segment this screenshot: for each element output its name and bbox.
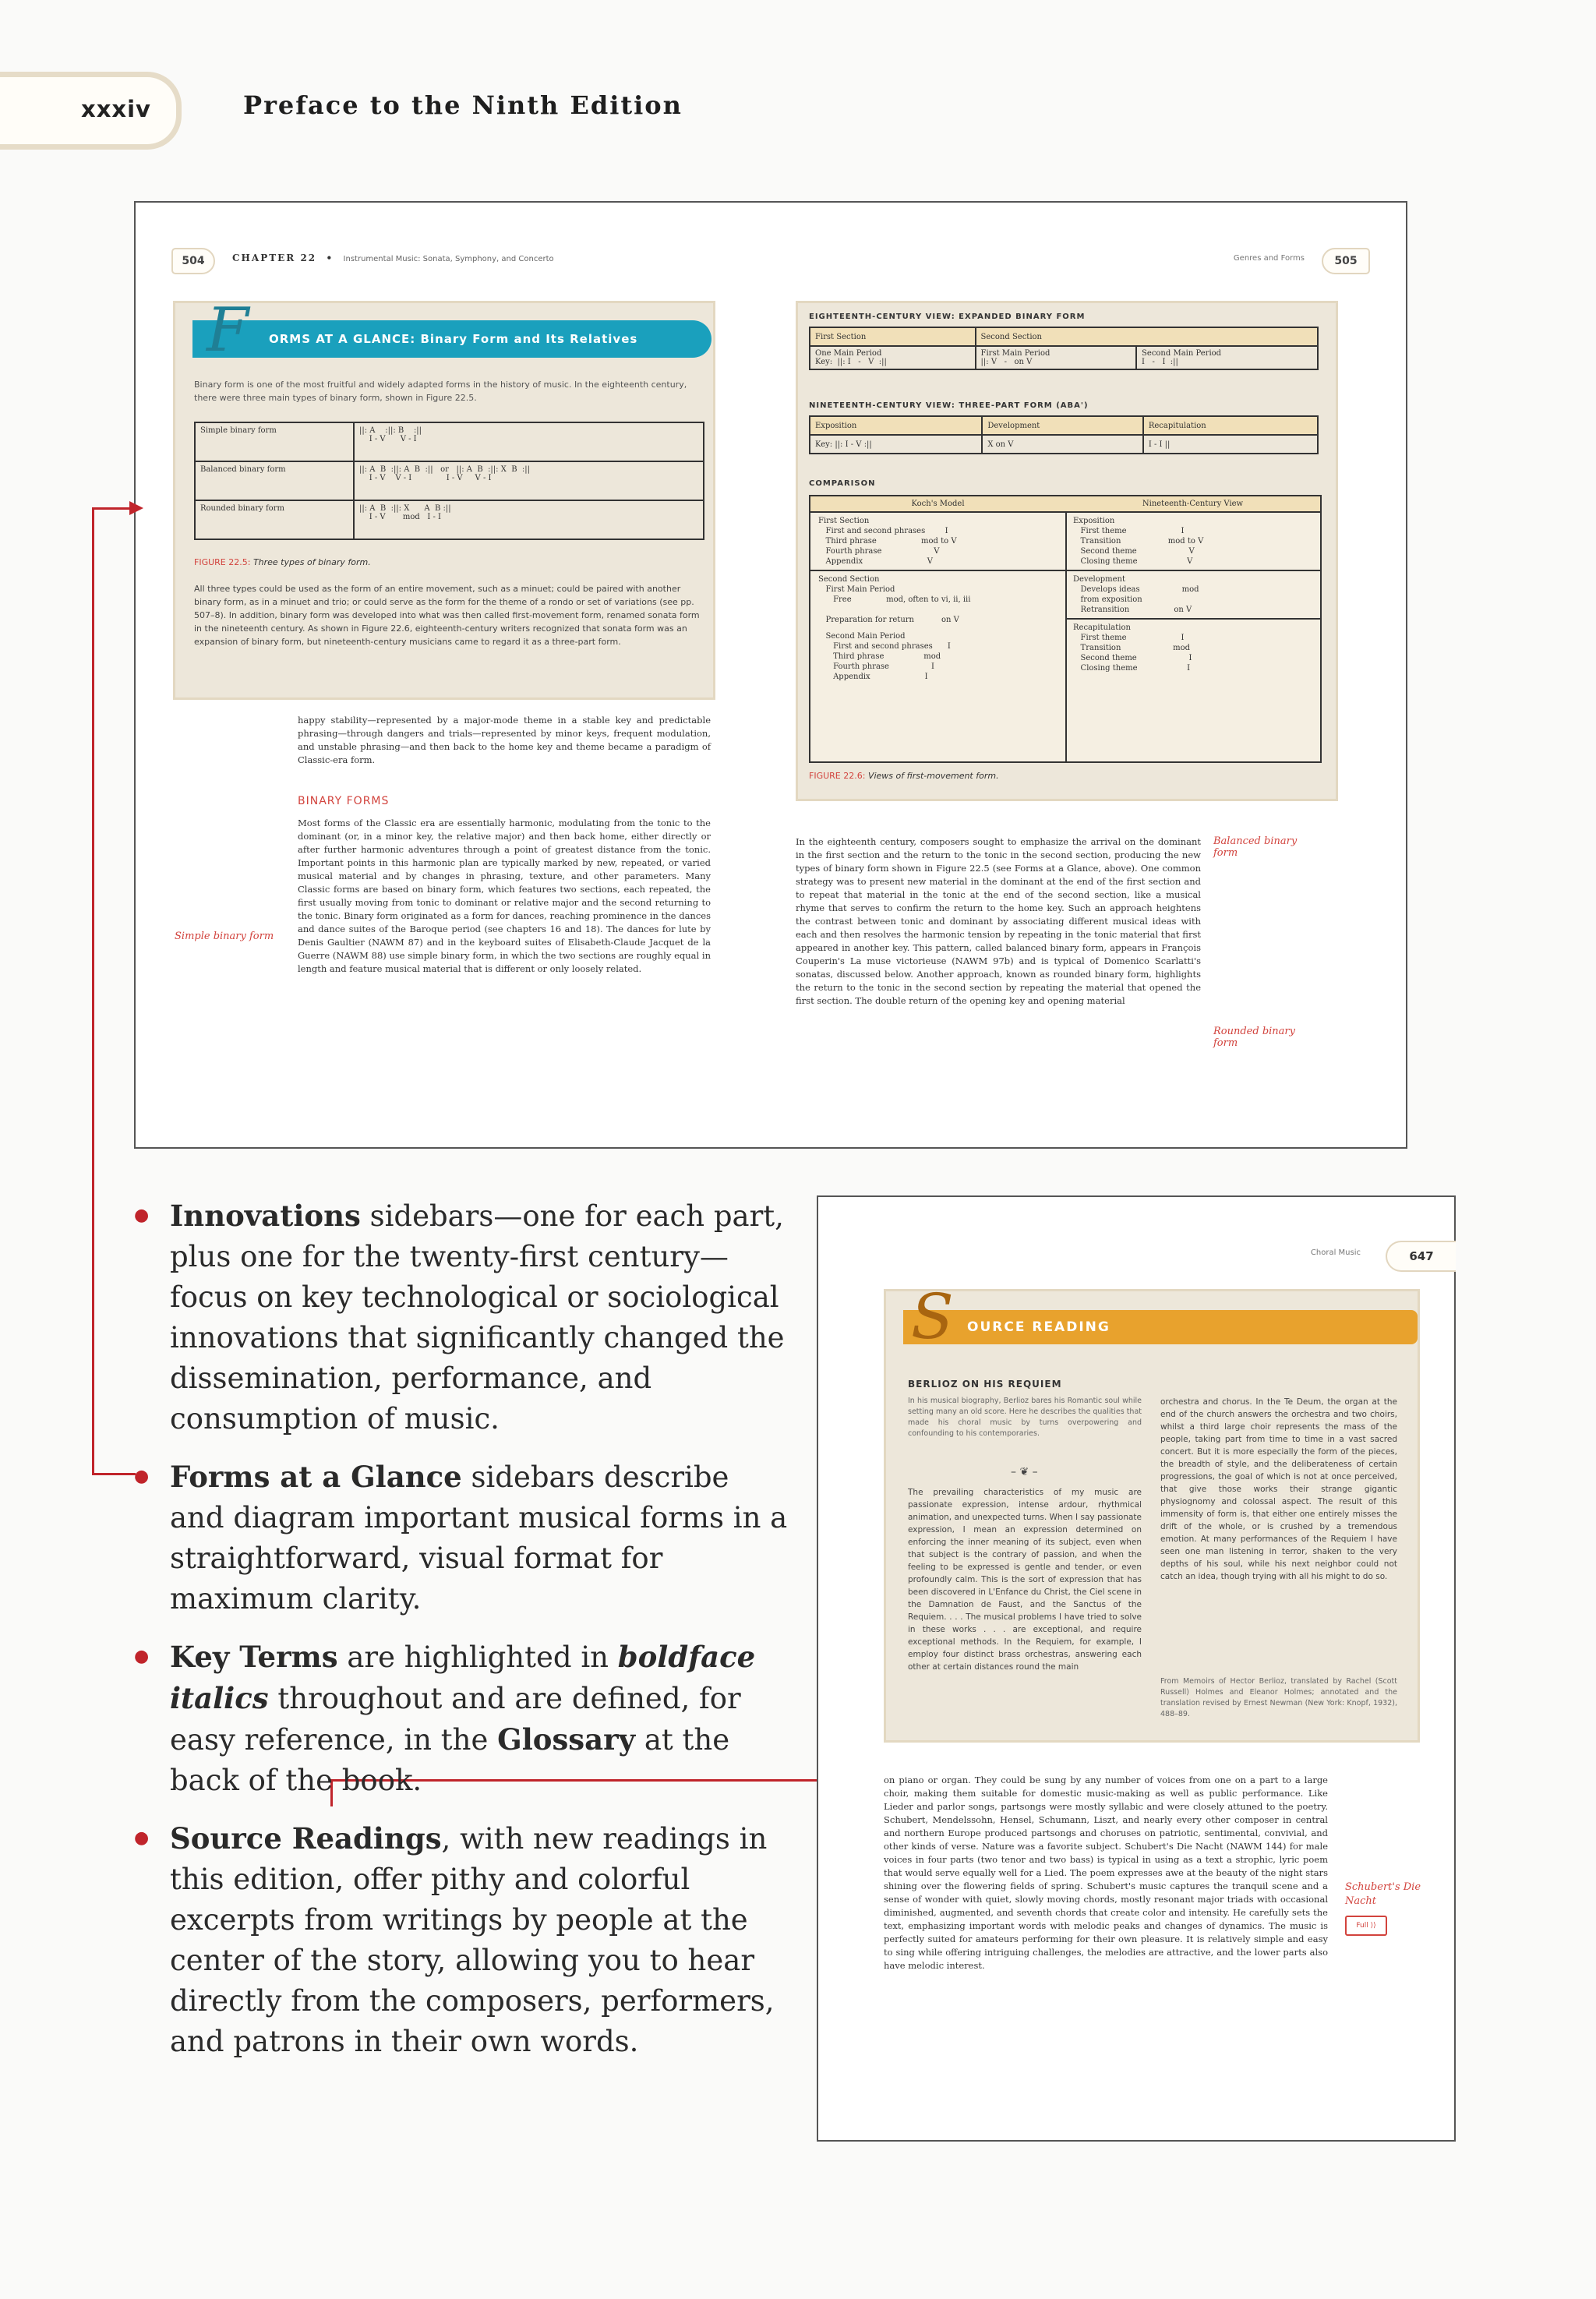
- table-cell: Simple binary form: [195, 422, 354, 461]
- table-cell: One Main Period Key: ||: I - V :||: [810, 346, 976, 369]
- list-item: Development Develops ideas mod from exposition Retransition on V: [1065, 570, 1320, 618]
- expanded-binary-table: [809, 327, 1319, 370]
- features-list: [134, 1195, 789, 2079]
- source-reading-title: BERLIOZ ON HIS REQUIEM: [908, 1379, 1062, 1390]
- running-head: Choral Music: [1310, 1248, 1361, 1257]
- koch-model-column: [810, 496, 1067, 761]
- left-page: [136, 203, 771, 1147]
- first-movement-form-figure: [796, 301, 1338, 801]
- figure-caption-text: Views of first-movement form.: [867, 771, 999, 781]
- figure-caption-text: Three types of binary form.: [252, 557, 371, 567]
- feature-description: , with new readings in this edition, offer pithy and colorful excerpts from writings by people at the center of the story, allowing you to hear directly from the composers, performers, and patrons in their own words.: [170, 1822, 775, 2058]
- feature-term: Key Terms: [170, 1640, 338, 1674]
- source-citation: From Memoirs of Hector Berlioz, translated by Rachel (Scott Russell) Holmes and Eleanor Holmes; annotated and the translation revised by Ernest Newman (New York: Knopf, 1932), 488–89.: [1160, 1677, 1397, 1718]
- connector-line: [92, 1473, 136, 1475]
- chapter-label: CHAPTER 22: [232, 253, 317, 263]
- forms-at-a-glance-banner: ORMS AT A GLANCE: Binary Form and Its Relatives: [192, 320, 711, 358]
- feature-description: are highlighted in: [337, 1640, 618, 1674]
- forms-initial-letter: F: [207, 295, 249, 366]
- table-cell: X on V: [982, 435, 1142, 454]
- arrow-icon: [129, 501, 143, 515]
- table-cell: ||: A :||: B :|| I - V V - I: [354, 422, 704, 461]
- table-cell: Exposition: [810, 416, 982, 435]
- list-item: Second Section First Main Period Free mod, often to vi, ii, iii Preparation for return on V: [810, 570, 1065, 628]
- margin-note: Balanced binary form: [1213, 835, 1298, 859]
- chapter-title: Instrumental Music: Sonata, Symphony, and Concerto: [343, 255, 554, 263]
- right-folio: 505: [1322, 248, 1370, 274]
- figure-caption: [194, 557, 371, 567]
- table-row: [810, 346, 1318, 369]
- book-spread-figure: [134, 201, 1407, 1149]
- list-item: Exposition First theme I Transition mod to V Second theme V Closing theme V: [1073, 517, 1204, 566]
- forms-body-text: All three types could be used as the form of an entire movement, such as a minuet; could be paired with another binary form, as in a minuet and trio; or could serve as the form for the theme of a rondo or set of variations (see pp. 507–8). In addition, binary form was developed into what was then called first-movement form, renamed sonata form in the nineteenth century. As shown in Figure 22.6, eighteenth-century writers recognized that sonata form was an expansion of binary form, but nineteenth-century musicians came to regard it as a three-part form.: [194, 584, 700, 647]
- right-body-text: In the eighteenth century, composers sought to emphasize the arrival on the dominant in the first section and the return to the tonic in the second section, producing the new types of binary form shown in Figure 22.5 (see Forms at a Glance, above). One common strategy was to present new material in the dominant at the end of the first section and to repeat that material in the tonic at the end of the second section, like a musical rhyme that serves to confirm the return to the home key. Such an approach heightens the contrast between tonic and dominant by associating different musical ideas with each and then resolves the harmonic tension by repeating in the tonic material that first appeared in another key. This pattern, called balanced binary form, appears in François Couperin's La muse victorieuse (NAWM 97b) and is typical of Domenico Scarlatti's sonatas, discussed below. Another approach, known as rounded binary form, highlights the return to the tonic in the second section by repeating the material that opened the first section. The double return of the opening key and opening material: [796, 836, 1201, 1006]
- table-cell: Second Section: [976, 327, 1318, 346]
- list-item: [134, 1457, 789, 1619]
- list-item: [134, 1818, 789, 2062]
- margin-note: Schubert's Die Nacht: [1345, 1881, 1421, 1907]
- table-row: [810, 327, 1318, 346]
- table-cell: First Main Period ||: V - on V: [976, 346, 1137, 369]
- right-page: [771, 203, 1406, 1147]
- feature-description: throughout and are defined, for easy reference, in the: [170, 1682, 741, 1757]
- page-number: xxxiv: [81, 96, 151, 122]
- source-intro: In his musical biography, Berlioz bares his Romantic soul while setting many an old score. Here he describes the qualities that made his choral music by turns overpowering and confounding to his contemporaries.: [908, 1397, 1142, 1438]
- feature-description: sidebars describe and diagram important musical forms in a straightforward, visual format for maximum clarity.: [170, 1460, 788, 1616]
- connector-line: [92, 507, 131, 510]
- table-cell: Second Main Period I - I :||: [1136, 346, 1318, 369]
- section-heading: BINARY FORMS: [298, 795, 390, 807]
- left-folio: 504: [171, 248, 215, 274]
- listen-badge: Full ⟩⟩: [1345, 1916, 1387, 1936]
- column-header: Koch's Model: [810, 496, 1065, 513]
- list-item: First Section First and second phrases I Third phrase mod to V Fourth phrase V Appendix V: [818, 517, 957, 566]
- table-cell: Development: [982, 416, 1142, 435]
- running-head: Preface to the Ninth Edition: [243, 90, 683, 120]
- list-item: Second Main Period First and second phrases I Third phrase mod Fourth phrase I Appendix I: [825, 632, 951, 681]
- figure-subheading: EIGHTEENTH-CENTURY VIEW: EXPANDED BINARY FORM: [809, 313, 1086, 321]
- feature-description: sidebars—one for each part, plus one for the twenty-first century—focus on key technological or sociological innovations that significantly changed the dissemination, performance, and consumption of music.: [170, 1199, 785, 1436]
- feature-description: at the back of the book.: [170, 1723, 730, 1797]
- right-running-head: Genres and Forms: [1233, 254, 1305, 263]
- list-item: [134, 1637, 789, 1801]
- source-text-col2: orchestra and chorus. In the Te Deum, the organ at the end of the church answers the orchestra and two choirs, whilst a third large choir represents the mass of the people, taking part from time to time in a vast sacred concert. But it is more especially the form of the pieces, the breadth of style, and the deliberateness of certain progressions, the goal of which is not at once perceived, that give those works their strange gigantic physiognomy and colossal aspect. The result of this immensity of form is, that either one entirely misses the drift of the whole, or is crushed by a tremendous emotion. At many performances of the Requiem I have seen one man listening in terror, shaken to the very depths of his soul, while his next neighbor could not catch an idea, though trying with all his might to do so.: [1160, 1397, 1397, 1581]
- table-cell: ||: A B :||: A B :|| or ||: A B :||: X B :|| I - V V - I I - V V - I: [354, 461, 704, 500]
- table-cell: Balanced binary form: [195, 461, 354, 500]
- page-folio: 647: [1386, 1241, 1456, 1272]
- table-cell: I - I ||: [1143, 435, 1318, 454]
- comparison-table: [809, 495, 1322, 763]
- source-reading-banner: OURCE READING: [903, 1310, 1418, 1344]
- three-part-table: [809, 415, 1319, 454]
- table-row: [195, 461, 704, 500]
- table-row: [195, 422, 704, 461]
- list-item: [134, 1195, 789, 1439]
- binary-forms-table: [194, 422, 704, 540]
- connector-line: [92, 508, 94, 1474]
- forms-intro-text: Binary form is one of the most fruitful and widely adapted forms in the history of music. In the eighteenth century, there were three main types of binary form, shown in Figure 22.5.: [194, 380, 687, 403]
- feature-term: Source Readings: [170, 1821, 442, 1856]
- margin-note: Rounded binary form: [1213, 1026, 1295, 1049]
- feature-term: Forms at a Glance: [170, 1460, 462, 1494]
- source-reading-box: [884, 1280, 1420, 1743]
- margin-note: Simple binary form: [175, 931, 274, 942]
- list-item: Recapitulation First theme I Transition mod Second theme I Closing theme I: [1065, 618, 1320, 676]
- table-cell: Key: ||: I - V :||: [810, 435, 982, 454]
- source-initial-letter: S: [911, 1280, 954, 1353]
- forms-at-a-glance-box: [173, 295, 715, 700]
- table-cell: ||: A B :||: X A B :|| I - V mod I - I: [354, 500, 704, 539]
- source-text-col1: The prevailing characteristics of my music are passionate expression, intense ardour, rhythmical animation, and unexpected turns. When I say passionate expression, I mean an expression determined on enforcing the inner meaning of its subject, even when that subject is the contrary of passion, and when the feeling to be expressed is gentle and tender, or even profoundly calm. This is the sort of expression that has been discovered in L'Enfance du Christ, the Ciel scene in the Damnation de Faust, and the Sanctus of the Requiem. . . . The musical problems I have tried to solve in these works . . . are exceptional, and require exceptional methods. In the Requiem, for example, I employ four distinct brass orchestras, answering each other at certain distances round the main: [908, 1488, 1142, 1672]
- table-row: [810, 416, 1318, 435]
- table-cell: Rounded binary form: [195, 500, 354, 539]
- left-body-text-2: Most forms of the Classic era are essentially harmonic, modulating from the tonic to the dominant (or, in a minor key, the relative major) and then back home, either directly or after further harmonic adventures through a point of greatest distance from the tonic. Important points in this harmonic plan are typically marked by new, repeated, or varied musical material and by changes in phrasing, texture, and other parameters. Many Classic forms are based on binary form, which features two sections, each repeated, the first usually moving from tonic to dominant or relative major and the second returning to the tonic. Binary form originated as a form for dances, reaching prominence in the dances and dance suites of the Baroque period (see chapters 16 and 18). The dances for lute by Denis Gaultier (NAWM 87) and in the keyboard suites of Elisabeth-Claude Jacquet de la Guerre (NAWM 88) use simple binary form, in which the two sections are roughly equal in length and feature musical material that is different or only loosely related.: [298, 818, 711, 974]
- chapter-head: CHAPTER 22 • Instrumental Music: Sonata, Symphony, and Concerto: [232, 253, 554, 263]
- figure-subheading: NINETEENTH-CENTURY VIEW: THREE-PART FORM (ABA'): [809, 401, 1089, 410]
- page-number-tab: [0, 72, 182, 150]
- figure-subheading: COMPARISON: [809, 479, 876, 488]
- ornament-icon: – ❦ –: [1011, 1466, 1038, 1478]
- column-header: Nineteenth-Century View: [1065, 496, 1320, 513]
- figure-caption-number: FIGURE 22.6:: [809, 771, 866, 781]
- feature-emphasis: boldface italics: [170, 1640, 756, 1715]
- feature-term: Glossary: [497, 1722, 636, 1757]
- nineteenth-century-column: [1065, 496, 1320, 761]
- feature-term: Innovations: [170, 1199, 361, 1233]
- figure-caption: [809, 771, 999, 781]
- figure-caption-number: FIGURE 22.5:: [194, 557, 251, 567]
- left-body-text-1: happy stability—represented by a major-mode theme in a stable key and predictable phrasing—through dangers and trials—represented by minor keys, frequent modulation, and unstable phrasing—and then back to the home key and theme became a paradigm of Classic-era form.: [298, 715, 711, 765]
- table-row: [195, 500, 704, 539]
- table-cell: Recapitulation: [1143, 416, 1318, 435]
- book-page-figure: [817, 1195, 1456, 2142]
- table-row: [810, 435, 1318, 454]
- table-cell: First Section: [810, 327, 976, 346]
- page-body-text: on piano or organ. They could be sung by any number of voices from one on a part to a large choir, making them suitable for domestic music-making as well as public performance. Like Lieder and parlor songs, partsongs were mostly syllabic and were closely attuned to the poetry. Schubert, Mendelssohn, Hensel, Schumann, Liszt, and nearly every other composer in central and northern Europe produced partsongs and choruses on patriotic, sentimental, convivial, and other kinds of verse. Nature was a favorite subject. Schubert's Die Nacht (NAWM 144) for male voices in four parts (two tenor and two bass) is typical in using as a text a strophic, lyric poem that would serve equally well for a Lied. The poem expresses awe at the beauty of the night stars shining over the flowering fields of spring. Schubert's music captures the tranquil scene and a sense of wonder with quiet, slowly moving chords, mostly resonant major triads with occasional diminished, augmented, and seventh chords that create color and intensity. He carefully sets the text, emphasizing important words with melodic peaks and changes of dynamics. The music is perfectly suited for amateurs performing for their own pleasure. It is relatively simple and easy to sing while offering intriguing challenges, the melodies are attractive, and the lower parts also have melodic interest.: [884, 1775, 1328, 1971]
